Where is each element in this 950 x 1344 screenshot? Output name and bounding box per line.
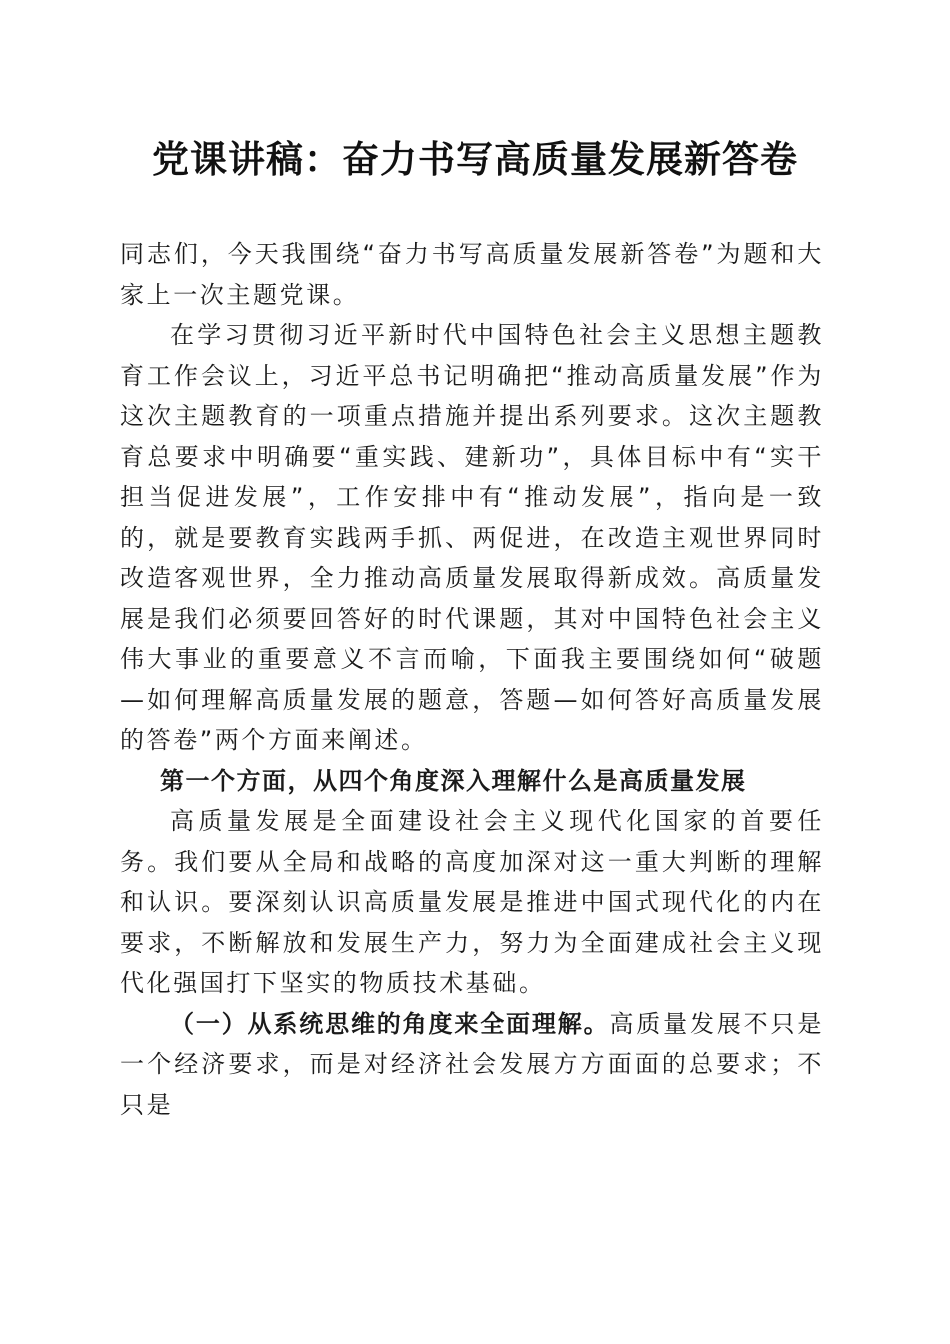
intro-paragraph: 在学习贯彻习近平新时代中国特色社会主义思想主题教育工作会议上，习近平总书记明确把“推动高质量发展”作为这次主题教育的一项重点措施并提出系列要求。这次主题教育总要求中明确要“重实践、建新功”，具体目标中有“实干担当促进发展”，工作安排中有“推动发展”，指向是一致的，就是要教育实践两手抓、两促进，在改造主观世界同时改造客观世界，全力推动高质量发展取得新成效。高质量发展是我们必须要回答好的时代课题，其对中国特色社会主义伟大事业的重要意义不言而喻，下面我主要围绕如何“破题—如何理解高质量发展的题意，答题—如何答好高质量发展的答卷”两个方面来阐述。 [120, 321, 824, 754]
opening-paragraph: 同志们，今天我围绕“奋力书写高质量发展新答卷”为题和大家上一次主题党课。 [120, 240, 824, 309]
document-body [120, 234, 824, 1125]
subsection-text: 高质量发展不只是一个经济要求，而是对经济社会发展方方面面的总要求；不只是 [120, 1009, 824, 1119]
subsection-heading: （一）从系统思维的角度来全面理解。 [170, 1008, 610, 1038]
page-title: 党课讲稿：奋力书写高质量发展新答卷 [152, 137, 798, 181]
section-heading: 第一个方面，从四个角度深入理解什么是高质量发展 [160, 765, 747, 795]
section-paragraph: 高质量发展是全面建设社会主义现代化国家的首要任务。我们要从全局和战略的高度加深对这一重大判断的理解和认识。要深刻认识高质量发展是推进中国式现代化的内在要求，不断解放和发展生产力，努力为全面建成社会主义现代化强国打下坚实的物质技术基础。 [120, 807, 824, 997]
subsection-paragraph [120, 1004, 824, 1126]
